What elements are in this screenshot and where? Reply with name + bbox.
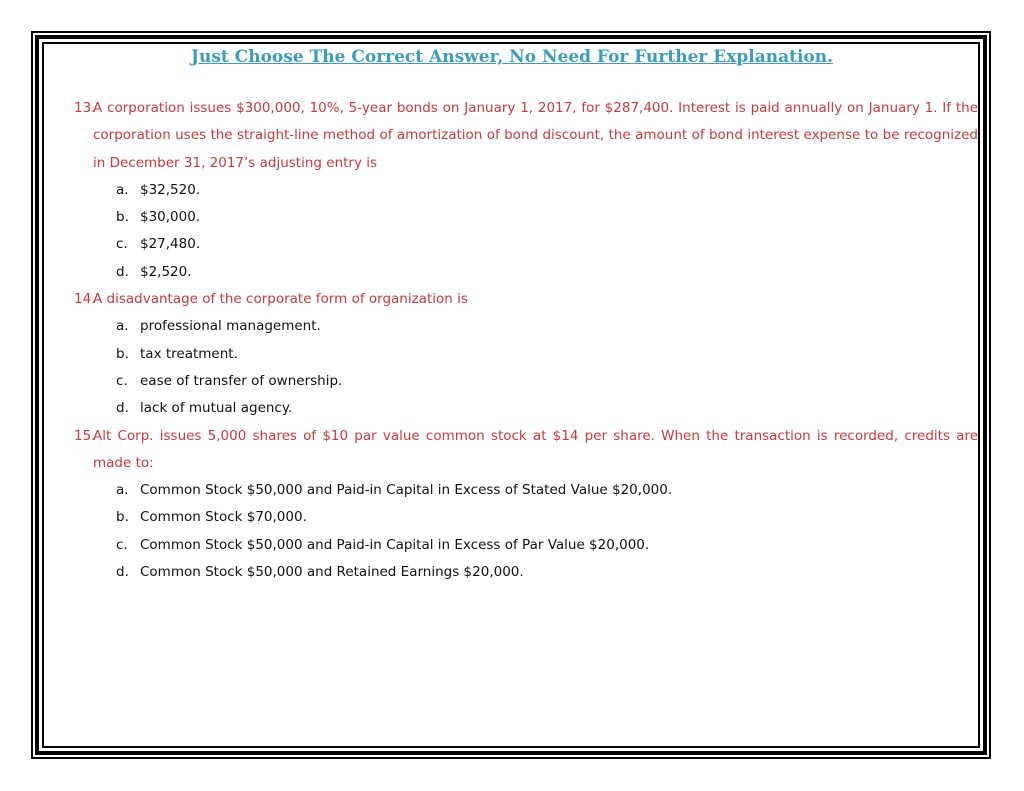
option-d[interactable] xyxy=(74,395,978,422)
question-text: A corporation issues $300,000, 10%, 5-year bonds on January 1, 2017, for $287,400. Interest is paid annually on January 1. If the corporation uses the straight-line method of amortization of bond discount, the amount of bond interest expense to be recognized in December 31, 2017’s adjusting entry is xyxy=(93,100,978,171)
option-list xyxy=(74,177,978,286)
question-list xyxy=(74,95,978,586)
option-letter: b. xyxy=(116,345,129,362)
option-list xyxy=(74,313,978,422)
option-letter: c. xyxy=(116,236,128,253)
option-text: $32,520. xyxy=(140,181,201,198)
option-d[interactable] xyxy=(74,559,978,586)
question-13 xyxy=(74,95,978,286)
option-c[interactable] xyxy=(74,231,978,258)
option-text: $27,480. xyxy=(140,236,201,253)
option-letter: d. xyxy=(116,263,129,280)
option-text: tax treatment. xyxy=(140,345,238,362)
question-number: 15. xyxy=(74,427,96,444)
option-text: professional management. xyxy=(140,318,321,335)
option-d[interactable] xyxy=(74,259,978,286)
question-text: Alt Corp. issues 5,000 shares of $10 par value common stock at $14 per share. When the transaction is recorded, credits are made to: xyxy=(93,427,978,471)
question-text: A disadvantage of the corporate form of organization is xyxy=(93,291,468,308)
option-text: Common Stock $50,000 and Paid-in Capital in Excess of Stated Value $20,000. xyxy=(140,482,673,499)
option-a[interactable] xyxy=(74,477,978,504)
option-c[interactable] xyxy=(74,532,978,559)
question-15 xyxy=(74,423,978,587)
option-a[interactable] xyxy=(74,313,978,340)
option-text: lack of mutual agency. xyxy=(140,400,293,417)
question-14 xyxy=(74,286,978,422)
question-number: 14. xyxy=(74,291,96,308)
option-b[interactable] xyxy=(74,504,978,531)
question-number: 13. xyxy=(74,100,96,116)
option-letter: b. xyxy=(116,509,129,526)
option-text: $2,520. xyxy=(140,263,192,280)
page-title: Just Choose The Correct Answer, No Need For Further Explanation. xyxy=(190,47,834,67)
option-letter: d. xyxy=(116,564,129,581)
option-text: Common Stock $50,000 and Retained Earnings $20,000. xyxy=(140,564,524,581)
option-letter: c. xyxy=(116,372,128,389)
option-letter: b. xyxy=(116,209,129,226)
option-text: Common Stock $50,000 and Paid-in Capital in Excess of Par Value $20,000. xyxy=(140,536,650,553)
option-text: ease of transfer of ownership. xyxy=(140,372,343,389)
option-list xyxy=(74,477,978,586)
option-letter: a. xyxy=(116,181,129,198)
option-b[interactable] xyxy=(74,341,978,368)
option-letter: a. xyxy=(116,482,129,499)
option-a[interactable] xyxy=(74,177,978,204)
option-letter: d. xyxy=(116,400,129,417)
option-text: Common Stock $70,000. xyxy=(140,509,307,526)
option-b[interactable] xyxy=(74,204,978,231)
option-c[interactable] xyxy=(74,368,978,395)
option-letter: a. xyxy=(116,318,129,335)
option-text: $30,000. xyxy=(140,209,201,226)
option-letter: c. xyxy=(116,536,128,553)
